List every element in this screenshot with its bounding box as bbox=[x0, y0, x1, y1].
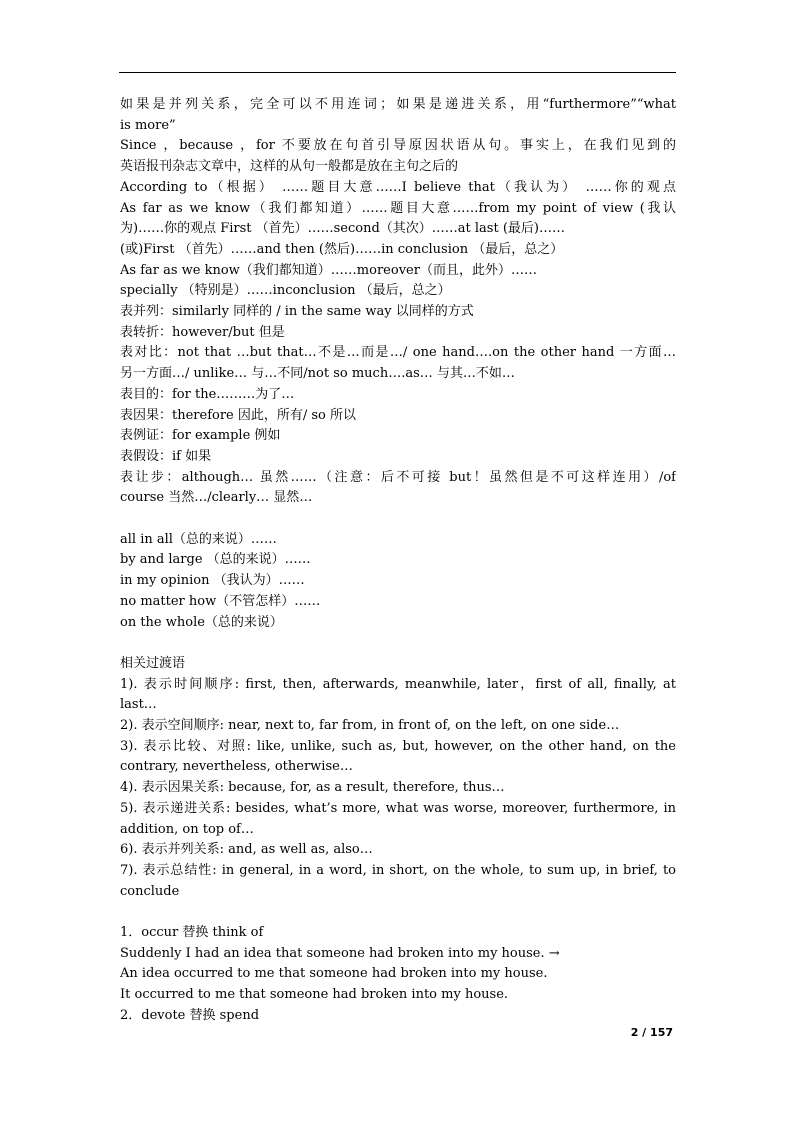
text-line: by and large （总的来说）…… bbox=[120, 552, 311, 568]
text-line: in my opinion （我认为）…… bbox=[120, 573, 305, 589]
text-line: As far as we know（我们都知道）……题目大意……from my point of view (我认 bbox=[120, 200, 676, 216]
text-line: 如果是并列关系，完全可以不用连词；如果是递进关系，用“furthermore”“what bbox=[120, 97, 676, 112]
text-line: 另一方面…/ unlike… 与…不同/not so much….as… 与其…不如… bbox=[120, 366, 515, 382]
text-line: 表目的：for the………为了… bbox=[120, 386, 295, 402]
text-line: 7). 表示总结性: in general, in a word, in short, on the whole, to sum up, in brief, to bbox=[120, 862, 676, 878]
text-line: 表转折：however/but 但是 bbox=[120, 324, 285, 340]
text-line: 1．occur 替换 think of bbox=[120, 925, 264, 941]
text-line: 为)……你的观点 First （首先）……second（其次）……at last (最后)…… bbox=[120, 221, 565, 237]
text-line: 表因果：therefore 因此，所有/ so 所以 bbox=[120, 407, 357, 423]
text-line: conclude bbox=[120, 883, 180, 899]
blank-line bbox=[120, 509, 676, 530]
text-line: contrary, nevertheless, otherwise… bbox=[120, 759, 353, 775]
text-line: specially （特别是）……inconclusion （最后，总之） bbox=[120, 283, 451, 299]
text-line: An idea occurred to me that someone had broken into my house. bbox=[120, 966, 548, 982]
text-line: 3). 表示比较、对照: like, unlike, such as, but, however, on the other hand, on the bbox=[120, 738, 676, 754]
text-line: Since ，because ，for 不要放在句首引导原因状语从句。事实上，在我们见到的 bbox=[120, 138, 676, 154]
blank-line bbox=[120, 902, 676, 923]
text-line: all in all（总的来说）…… bbox=[120, 531, 277, 547]
text-line: is more” bbox=[120, 117, 176, 133]
text-line: 2). 表示空间顺序: near, next to, far from, in front of, on the left, on one side… bbox=[120, 718, 620, 734]
text-line: 表假设：if 如果 bbox=[120, 448, 212, 464]
text-line: It occurred to me that someone had broken into my house. bbox=[120, 987, 509, 1003]
text-line: As far as we know（我们都知道）……moreover（而且，此外）…… bbox=[120, 262, 537, 278]
text-line: 英语报刊杂志文章中，这样的从句一般都是放在主句之后的 bbox=[120, 159, 459, 175]
text-line: According to（根据） ……题目大意……I believe that（我认为） ……你的观点 bbox=[120, 179, 676, 195]
text-line: 1). 表示时间顺序: first, then, afterwards, meanwhile, later，first of all, finally, at last… bbox=[120, 676, 676, 713]
text-line: course 当然…/clearly… 显然… bbox=[120, 490, 313, 506]
document-body bbox=[120, 95, 676, 1027]
header-rule bbox=[119, 72, 676, 73]
blank-line bbox=[120, 633, 676, 654]
text-line: 6). 表示并列关系: and, as well as, also… bbox=[120, 842, 373, 858]
text-line: 表让步：although… 虽然……（注意：后不可接 but！虽然但是不可这样连用）/of bbox=[120, 469, 676, 485]
text-line: addition, on top of… bbox=[120, 821, 254, 837]
text-line: 2．devote 替换 spend bbox=[120, 1007, 260, 1023]
text-line: 表并列：similarly 同样的 / in the same way 以同样的方式 bbox=[120, 304, 474, 320]
text-line: 5). 表示递进关系: besides, what’s more, what was worse, moreover, furthermore, in bbox=[120, 800, 676, 816]
text-line: 4). 表示因果关系: because, for, as a result, therefore, thus… bbox=[120, 780, 505, 796]
text-line: Suddenly I had an idea that someone had broken into my house. → bbox=[120, 945, 560, 961]
page-number: 2 / 157 bbox=[630, 1026, 673, 1039]
text-line: 表对比：not that …but that…不是…而是…/ one hand….on the other hand 一方面… bbox=[120, 345, 676, 361]
text-line: (或)First （首先）……and then (然后)……in conclusion （最后，总之） bbox=[120, 241, 564, 257]
text-line: on the whole（总的来说） bbox=[120, 614, 283, 630]
text-line: 表例证：for example 例如 bbox=[120, 428, 281, 444]
text-line: 相关过渡语 bbox=[120, 655, 186, 671]
text-line: no matter how（不管怎样）…… bbox=[120, 593, 321, 609]
